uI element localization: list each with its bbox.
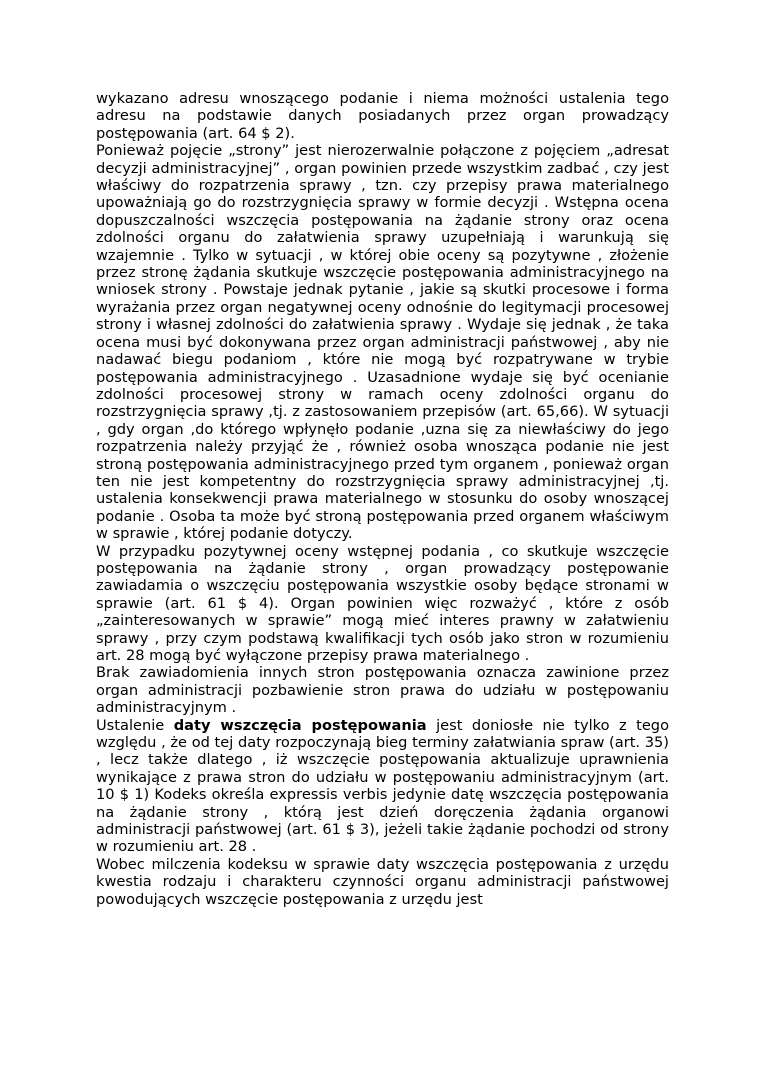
initiation-date-text-after: jest doniosłe nie tylko z tego względu , że od tej daty rozpoczynają bieg terminy załatwiania spraw (art. 35) , lecz także dlatego , iż wszczęcie postępowania aktualizuje uprawnienia wynikające z prawa stron do udziału w postępowaniu administracyjnym (art. 10 $ 1) Kodeks określa expressis verbis jedynie datę wszczęcia postępowania na żądanie strony , którą jest dzień doręczenia żądania organowi administracji państwowej (art. 61 $ 3), jeżeli takie żądanie pochodzi od strony w rozumieniu art. 28 . xyxy=(96,716,669,856)
initiation-date-bold-term: daty wszczęcia postępowania xyxy=(173,716,427,734)
paragraph-address-unknown: wykazano adresu wnoszącego podanie i niema możności ustalenia tego adresu na podstawie danych posiadanych przez organ prowadzący postępowania (art. 64 $ 2). xyxy=(96,90,669,142)
initiation-date-text-before: Ustalenie xyxy=(96,716,174,734)
document-page xyxy=(96,90,669,908)
paragraph-party-concept: Ponieważ pojęcie „strony” jest nierozerwalnie połączone z pojęciem „adresat decyzji administracyjnej” , organ powinien przede wszystkim zadbać , czy jest właściwy do rozpatrzenia sprawy , tzn. czy przepisy prawa materialnego upoważniają go do rozstrzygnięcia sprawy w formie decyzji . Wstępna ocena dopuszczalności wszczęcia postępowania na żądanie strony oraz ocena zdolności organu do załatwienia sprawy uzupełniają i warunkują się wzajemnie . Tylko w sytuacji , w której obie oceny są pozytywne , złożenie przez stronę żądania skutkuje wszczęcie postępowania administracyjnego na wniosek strony . Powstaje jednak pytanie , jakie są skutki procesowe i forma wyrażania przez organ negatywnej oceny odnośnie do legitymacji procesowej strony i własnej zdolności do załatwienia sprawy . Wydaje się jednak , że taka ocena musi być dokonywana przez organ administracji państwowej , aby nie nadawać biegu podaniom , które nie mogą być rozpatrywane w trybie postępowania administracyjnego . Uzasadnione wydaje się być ocenianie zdolności procesowej strony w ramach oceny zdolności organu do rozstrzygnięcia sprawy ,tj. z zastosowaniem przepisów (art. 65,66). W sytuacji , gdy organ ,do którego wpłynęło podanie ,uzna się za niewłaściwy do jego rozpatrzenia należy przyjąć że , również osoba wnosząca podanie nie jest stroną postępowania administracyjnego przed tym organem , ponieważ organ ten nie jest kompetentny do rozstrzygnięcia sprawy administracyjnej ,tj. ustalenia konsekwencji prawa materialnego w stosunku do osoby wnoszącej podanie . Osoba ta może być stroną postępowania przed organem właściwym w sprawie , której podanie dotyczy. xyxy=(96,142,669,543)
paragraph-positive-assessment: W przypadku pozytywnej oceny wstępnej podania , co skutkuje wszczęcie postępowania na żądanie strony , organ prowadzący postępowanie zawiadamia o wszczęciu postępowania wszystkie osoby będące stronami w sprawie (art. 61 $ 4). Organ powinien więc rozważyć , które z osób „zainteresowanych w sprawie” mogą mieć interes prawny w załatwieniu sprawy , przy czym podstawą kwalifikacji tych osób jako stron w rozumieniu art. 28 mogą być wyłączone przepisy prawa materialnego . xyxy=(96,542,669,664)
paragraph-initiation-date xyxy=(96,717,669,856)
paragraph-ex-officio: Wobec milczenia kodeksu w sprawie daty wszczęcia postępowania z urzędu kwestia rodzaju i charakteru czynności organu administracji państwowej powodujących wszczęcie postępowania z urzędu jest xyxy=(96,855,669,908)
paragraph-missing-notification: Brak zawiadomienia innych stron postępowania oznacza zawinione przez organ administracji pozbawienie stron prawa do udziału w postępowaniu administracyjnym . xyxy=(96,664,669,717)
